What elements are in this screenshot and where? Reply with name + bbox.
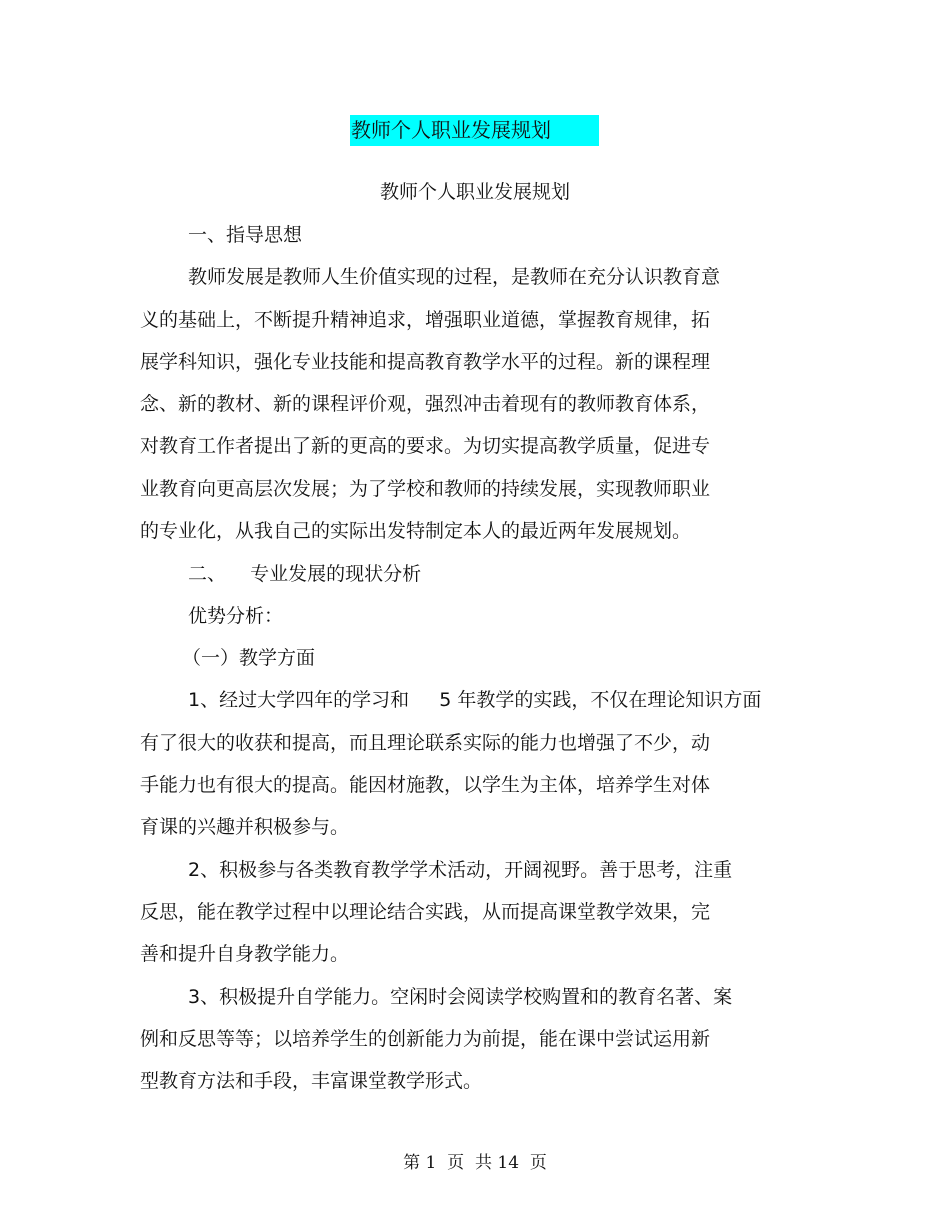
subheading-teaching: （一）教学方面 [182,647,316,669]
paragraph-line: 的专业化，从我自己的实际出发特制定本人的最近两年发展规划。 [140,520,692,542]
paragraph-line: 业教育向更高层次发展；为了学校和教师的持续发展，实现教师职业 [140,478,711,500]
document-title: 教师个人职业发展规划 [350,115,599,146]
paragraph-line: 展学科知识，强化专业技能和提高教育教学水平的过程。新的课程理 [140,351,711,373]
paragraph-line: 善和提升自身教学能力。 [140,943,350,965]
subheading-advantages: 优势分析： [188,605,284,627]
paragraph-line: 义的基础上，不断提升精神追求，增强职业道德，掌握教育规律，拓 [140,309,711,331]
paragraph-line: 例和反思等等；以培养学生的创新能力为前提，能在课中尝试运用新 [140,1028,711,1050]
paragraph-line: 反思，能在教学过程中以理论结合实践，从而提高课堂教学效果，完 [140,901,711,923]
paragraph-line: 念、新的教材、新的课程评价观，强烈冲击着现有的教师教育体系， [140,393,711,415]
heading-status-analysis: 二、 专业发展的现状分析 [188,563,422,585]
heading-guiding-ideology: 一、指导思想 [188,224,303,246]
document-subtitle: 教师个人职业发展规划 [379,181,570,203]
paragraph-line: 2、积极参与各类教育教学学术活动，开阔视野。善于思考，注重 [188,859,733,881]
paragraph-line: 有了很大的收获和提高，而且理论联系实际的能力也增强了不少，动 [140,732,711,754]
paragraph-line: 手能力也有很大的提高。能因材施教，以学生为主体，培养学生对体 [140,774,711,796]
page-number-footer: 第 1 页 共 14 页 [403,1153,547,1173]
paragraph-line: 型教育方法和手段，丰富课堂教学形式。 [140,1070,483,1092]
paragraph-line: 1、经过大学四年的学习和 5 年教学的实践，不仅在理论知识方面 [188,689,762,711]
paragraph-line: 教师发展是教师人生价值实现的过程，是教师在充分认识教育意 [188,266,721,288]
paragraph-line: 育课的兴趣并积极参与。 [140,816,350,838]
paragraph-line: 3、积极提升自学能力。空闲时会阅读学校购置和的教育名著、案 [188,986,733,1008]
paragraph-line: 对教育工作者提出了新的更高的要求。为切实提高教学质量，促进专 [140,435,711,457]
